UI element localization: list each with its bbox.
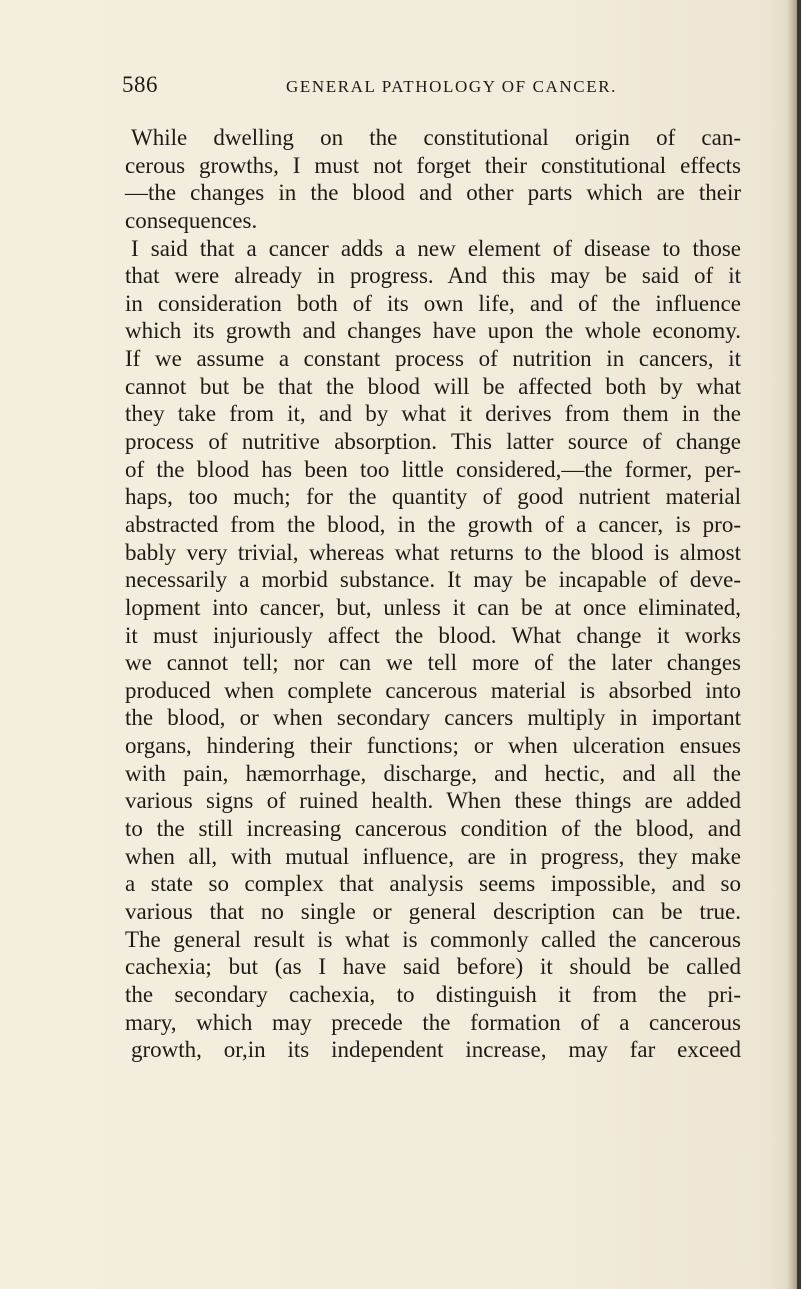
text-line: process of nutritive absorption. This latter source of change <box>125 429 741 455</box>
page-number: 586 <box>122 72 158 97</box>
text-line: to the still increasing cancerous condition of the blood, and <box>125 816 741 842</box>
text-line: I said that a cancer adds a new element of disease to those <box>131 235 741 261</box>
text-line: the secondary cachexia, to distinguish it from the pri- <box>125 981 741 1007</box>
text-line: a state so complex that analysis seems impossible, and so <box>125 871 741 897</box>
text-line: various signs of ruined health. When these things are added <box>125 788 741 814</box>
text-line: consequences. <box>125 207 258 233</box>
text-line: cannot but be that the blood will be affected both by what <box>125 373 741 399</box>
text-line: organs, hindering their functions; or when ulceration ensues <box>125 733 741 759</box>
text-line: lopment into cancer, but, unless it can be at once eliminated, <box>125 594 741 620</box>
text-line: in consideration both of its own life, and of the influence <box>125 290 741 316</box>
text-line: of the blood has been too little considered,—the former, per- <box>125 456 741 482</box>
text-line: the blood, or when secondary cancers multiply in important <box>125 705 741 731</box>
text-line: haps, too much; for the quantity of good nutrient material <box>125 484 741 510</box>
text-line: we cannot tell; nor can we tell more of the later changes <box>125 650 741 676</box>
text-line: various that no single or general description can be true. <box>125 898 741 924</box>
text-line: produced when complete cancerous material is absorbed into <box>125 677 741 703</box>
text-line: mary, which may precede the formation of a cancerous <box>125 1009 741 1035</box>
text-line: that were already in progress. And this may be said of it <box>125 263 741 289</box>
text-line: While dwelling on the constitutional origin of can- <box>131 125 741 150</box>
page-edge <box>797 0 801 1289</box>
text-line: necessarily a morbid substance. It may be incapable of deve- <box>125 567 741 593</box>
text-line: with pain, hæmorrhage, discharge, and hectic, and all the <box>125 760 741 786</box>
text-line: when all, with mutual influence, are in progress, they make <box>125 843 741 869</box>
text-line: The general result is what is commonly called the cancerous <box>125 926 741 952</box>
text-line: growth, or,in its independent increase, may far exceed <box>131 1037 741 1063</box>
text-line: bably very trivial, whereas what returns to the blood is almost <box>125 539 741 565</box>
text-line: it must injuriously affect the blood. What change it works <box>125 622 741 648</box>
text-line: cerous growths, I must not forget their constitutional effects <box>125 152 741 178</box>
body-text <box>125 124 741 1064</box>
text-line: —the changes in the blood and other parts which are their <box>125 180 741 206</box>
text-line: abstracted from the blood, in the growth of a cancer, is pro- <box>125 511 741 537</box>
running-head <box>122 72 742 102</box>
text-line: cachexia; but (as I have said before) it should be called <box>125 954 741 980</box>
text-line: If we assume a constant process of nutrition in cancers, it <box>125 346 741 372</box>
text-line: they take from it, and by what it derives from them in the <box>125 401 741 427</box>
text-line: which its growth and changes have upon the whole economy. <box>125 318 741 344</box>
running-title: GENERAL PATHOLOGY OF CANCER. <box>286 77 617 96</box>
